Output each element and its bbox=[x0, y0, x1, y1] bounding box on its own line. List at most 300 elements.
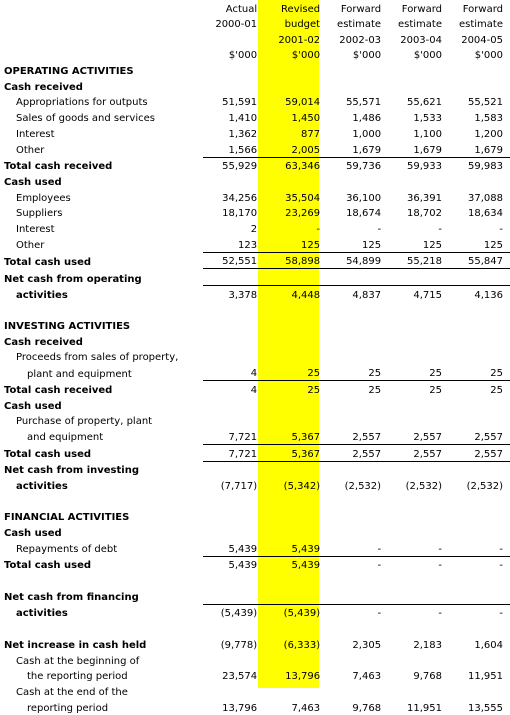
cell-revised bbox=[264, 397, 327, 413]
cell-fe1: 2,557 bbox=[327, 444, 388, 461]
cell-fe3 bbox=[449, 78, 510, 94]
cell-actual bbox=[203, 683, 264, 699]
cell-fe1 bbox=[327, 333, 388, 349]
cell-fe1 bbox=[327, 413, 388, 429]
row-label: plant and equipment bbox=[27, 368, 132, 380]
table-row bbox=[0, 333, 510, 349]
row-label: Employees bbox=[16, 192, 71, 204]
cell-revised: 5,439 bbox=[264, 556, 327, 572]
header-fe1: Forward bbox=[340, 3, 382, 15]
cell-fe2: (2,532) bbox=[405, 480, 443, 492]
cell-fe3: 1,679 bbox=[474, 144, 503, 156]
cell-fe1 bbox=[327, 317, 388, 333]
cell-fe2: 25 bbox=[388, 381, 449, 397]
cell-revised: 63,346 bbox=[264, 157, 327, 173]
cell-revised bbox=[264, 269, 327, 286]
row-label: Net cash from financing bbox=[4, 592, 139, 604]
column-headers bbox=[0, 0, 510, 62]
cell-fe1: 18,674 bbox=[346, 208, 382, 220]
cell-fe3 bbox=[449, 620, 510, 636]
cell-fe2: 4,715 bbox=[388, 286, 449, 302]
cell-fe1 bbox=[327, 173, 388, 189]
cell-fe2: 2,557 bbox=[413, 431, 443, 443]
cell-fe1: - bbox=[377, 223, 382, 235]
table-row bbox=[0, 109, 510, 125]
row-label: Net increase in cash held bbox=[4, 639, 147, 651]
cell-fe3: 13,555 bbox=[468, 702, 503, 714]
cell-fe2: - bbox=[438, 543, 443, 555]
cell-fe2: 25 bbox=[429, 368, 443, 380]
cell-fe1: 54,899 bbox=[327, 252, 388, 269]
header-row bbox=[0, 47, 510, 63]
cell-fe1: 1,486 bbox=[352, 113, 382, 125]
header-actual: $'000 bbox=[228, 50, 258, 62]
cell-fe3: 25 bbox=[490, 368, 503, 380]
row-label: FINANCIAL ACTIVITIES bbox=[4, 512, 130, 524]
cell-revised: 59,014 bbox=[285, 97, 321, 109]
header-actual bbox=[203, 31, 264, 47]
row-label: reporting period bbox=[27, 702, 109, 714]
cell-fe2: 1,100 bbox=[413, 128, 443, 140]
header-fe2: $'000 bbox=[413, 50, 443, 62]
cell-fe1 bbox=[327, 461, 388, 477]
cell-fe3: - bbox=[499, 223, 503, 235]
table-row bbox=[0, 477, 510, 493]
header-row bbox=[0, 0, 510, 16]
row-label: and equipment bbox=[27, 432, 104, 444]
cell-fe3: (2,532) bbox=[466, 480, 503, 492]
cell-actual bbox=[203, 333, 264, 349]
header-fe1: 2002-03 bbox=[339, 34, 382, 46]
cell-actual: (7,717) bbox=[220, 480, 258, 492]
cell-fe2 bbox=[388, 413, 449, 429]
cell-fe3 bbox=[449, 173, 510, 189]
cell-revised: 7,463 bbox=[291, 702, 321, 714]
cell-fe2: - bbox=[438, 223, 443, 235]
row-label bbox=[0, 572, 203, 588]
cell-fe3 bbox=[449, 572, 510, 588]
cell-fe3: 37,088 bbox=[468, 192, 503, 204]
cell-actual bbox=[203, 524, 264, 540]
cell-fe1: 25 bbox=[368, 368, 382, 380]
table-row bbox=[0, 636, 510, 652]
table-row bbox=[0, 572, 510, 588]
cell-revised bbox=[264, 572, 327, 588]
table-row bbox=[0, 317, 510, 333]
cell-fe3: - bbox=[499, 543, 503, 555]
cell-actual: 4 bbox=[250, 368, 258, 380]
cell-fe2 bbox=[388, 620, 449, 636]
cell-fe3 bbox=[449, 302, 510, 318]
cell-fe3: 55,521 bbox=[468, 97, 503, 109]
table-row bbox=[0, 652, 510, 668]
cell-revised: 25 bbox=[264, 381, 327, 397]
header-fe2: 2003-04 bbox=[400, 34, 443, 46]
cell-fe3: - bbox=[449, 556, 510, 572]
table-row bbox=[0, 189, 510, 205]
cell-actual bbox=[203, 397, 264, 413]
row-label: Net cash from investing bbox=[4, 465, 139, 477]
row-label: the reporting period bbox=[27, 671, 128, 683]
cell-fe2: 2,557 bbox=[388, 444, 449, 461]
cell-revised bbox=[264, 461, 327, 477]
cell-fe1: 36,100 bbox=[346, 192, 382, 204]
cell-actual: 1,410 bbox=[228, 113, 258, 125]
cell-actual bbox=[203, 302, 264, 318]
cell-actual bbox=[203, 461, 264, 477]
cell-fe3 bbox=[449, 333, 510, 349]
table-row bbox=[0, 620, 510, 636]
cell-revised bbox=[264, 493, 327, 509]
row-label: activities bbox=[16, 608, 68, 620]
cell-actual: 1,566 bbox=[228, 144, 258, 156]
cell-revised: 4,448 bbox=[264, 286, 327, 302]
cell-actual bbox=[203, 620, 264, 636]
cell-fe1: 7,463 bbox=[352, 671, 382, 683]
header-fe3: $'000 bbox=[474, 50, 503, 62]
cell-fe2: 1,533 bbox=[413, 113, 443, 125]
cell-revised bbox=[264, 317, 327, 333]
cell-fe1: 2,557 bbox=[352, 431, 382, 443]
row-label: Total cash received bbox=[4, 161, 113, 173]
header-revised: 2001-02 bbox=[278, 34, 321, 46]
cell-fe3 bbox=[449, 461, 510, 477]
row-label: activities bbox=[16, 289, 68, 301]
cell-fe2 bbox=[388, 302, 449, 318]
cell-fe1: 55,571 bbox=[346, 97, 382, 109]
table-row bbox=[0, 604, 510, 620]
cell-revised bbox=[264, 302, 327, 318]
cell-revised: 58,898 bbox=[264, 252, 327, 269]
cell-fe1: 1,679 bbox=[352, 144, 382, 156]
row-label: Total cash received bbox=[4, 384, 113, 396]
cell-actual: 23,574 bbox=[222, 671, 258, 683]
row-label: OPERATING ACTIVITIES bbox=[4, 66, 134, 78]
cell-actual bbox=[203, 62, 264, 78]
cell-fe2 bbox=[388, 509, 449, 525]
cell-revised: 5,367 bbox=[291, 431, 321, 443]
row-label: Total cash used bbox=[4, 256, 92, 268]
cell-fe3: 55,847 bbox=[449, 252, 510, 269]
cell-fe3 bbox=[449, 62, 510, 78]
cell-fe2: 2,183 bbox=[413, 639, 443, 651]
table-row bbox=[0, 428, 510, 444]
table-row bbox=[0, 699, 510, 715]
table-row bbox=[0, 683, 510, 699]
row-label: Appropriations for outputs bbox=[16, 97, 148, 109]
row-label bbox=[0, 302, 203, 318]
cell-fe1 bbox=[327, 652, 388, 668]
cell-fe3: 25 bbox=[449, 381, 510, 397]
cell-fe2: 36,391 bbox=[407, 192, 443, 204]
cell-fe2: - bbox=[388, 604, 449, 620]
cell-fe3: 125 bbox=[483, 239, 503, 251]
cell-actual: 34,256 bbox=[222, 192, 258, 204]
cell-fe2 bbox=[388, 683, 449, 699]
cell-revised bbox=[264, 620, 327, 636]
cell-revised bbox=[264, 509, 327, 525]
table-row bbox=[0, 286, 510, 302]
cell-revised: 5,439 bbox=[291, 543, 321, 555]
cell-actual: 2 bbox=[250, 223, 258, 235]
cell-fe1: 2,305 bbox=[352, 639, 382, 651]
cell-fe3 bbox=[449, 652, 510, 668]
table-row bbox=[0, 556, 510, 572]
row-label: Purchase of property, plant bbox=[16, 416, 153, 428]
cell-revised bbox=[264, 524, 327, 540]
cell-revised: 5,367 bbox=[264, 444, 327, 461]
cell-fe2 bbox=[388, 397, 449, 413]
table-row bbox=[0, 668, 510, 684]
table-row bbox=[0, 588, 510, 604]
cell-revised: 1,450 bbox=[291, 113, 321, 125]
cell-fe2: 55,218 bbox=[388, 252, 449, 269]
row-label bbox=[0, 493, 203, 509]
row-label: Suppliers bbox=[16, 208, 63, 220]
table-row bbox=[0, 125, 510, 141]
row-label: Cash at the end of the bbox=[16, 686, 128, 698]
row-label: Cash received bbox=[4, 336, 83, 348]
cell-fe3: 4,136 bbox=[449, 286, 510, 302]
header-fe2: estimate bbox=[398, 19, 443, 31]
cell-fe2: - bbox=[388, 556, 449, 572]
cell-fe1: 1,000 bbox=[352, 128, 382, 140]
cell-fe3: 11,951 bbox=[468, 671, 503, 683]
cell-actual: 52,551 bbox=[203, 252, 264, 269]
table-row bbox=[0, 94, 510, 110]
header-fe3: 2004-05 bbox=[461, 34, 503, 46]
header-fe3: Forward bbox=[462, 3, 503, 15]
cell-revised: (5,342) bbox=[283, 480, 321, 492]
cell-revised bbox=[264, 349, 327, 365]
row-label: activities bbox=[16, 480, 68, 492]
row-label: Net cash from operating bbox=[4, 273, 142, 285]
cell-fe3 bbox=[449, 349, 510, 365]
table-row bbox=[0, 252, 510, 269]
cell-fe1: 4,837 bbox=[327, 286, 388, 302]
table-row bbox=[0, 524, 510, 540]
cell-fe1 bbox=[327, 620, 388, 636]
cell-actual: (5,439) bbox=[203, 604, 264, 620]
cell-actual: 4 bbox=[203, 381, 264, 397]
cell-revised bbox=[264, 652, 327, 668]
row-label: Cash used bbox=[4, 400, 62, 412]
cell-fe3: 2,557 bbox=[449, 444, 510, 461]
cell-fe2 bbox=[388, 461, 449, 477]
cell-revised: 23,269 bbox=[285, 208, 321, 220]
cell-fe1: 25 bbox=[327, 381, 388, 397]
cell-fe1 bbox=[327, 302, 388, 318]
cell-fe1 bbox=[327, 493, 388, 509]
cell-fe2: 125 bbox=[422, 239, 443, 251]
cell-fe3 bbox=[449, 509, 510, 525]
cell-actual: 51,591 bbox=[222, 97, 258, 109]
cell-actual bbox=[203, 317, 264, 333]
cell-fe3: 1,604 bbox=[474, 639, 503, 651]
cell-actual bbox=[203, 413, 264, 429]
cell-fe1 bbox=[327, 62, 388, 78]
cell-fe2 bbox=[388, 349, 449, 365]
row-label: Total cash used bbox=[4, 560, 92, 572]
cell-fe1: 125 bbox=[361, 239, 382, 251]
cell-actual bbox=[203, 269, 264, 286]
cell-actual bbox=[203, 588, 264, 604]
table-body bbox=[0, 62, 510, 714]
table-row bbox=[0, 141, 510, 157]
table-row bbox=[0, 364, 510, 380]
cell-fe2: 1,679 bbox=[413, 144, 443, 156]
header-actual: Actual bbox=[225, 3, 258, 15]
cell-actual: 13,796 bbox=[222, 702, 258, 714]
header-fe2: Forward bbox=[401, 3, 443, 15]
header-revised: budget bbox=[284, 19, 321, 31]
cell-fe3 bbox=[449, 269, 510, 286]
cell-fe3: - bbox=[449, 604, 510, 620]
cell-actual bbox=[203, 349, 264, 365]
cell-fe1 bbox=[327, 524, 388, 540]
cell-fe2: 55,621 bbox=[407, 97, 443, 109]
cell-fe1 bbox=[327, 572, 388, 588]
cell-revised bbox=[264, 62, 327, 78]
cell-fe2 bbox=[388, 572, 449, 588]
table-row bbox=[0, 349, 510, 365]
table-row bbox=[0, 461, 510, 477]
cell-revised bbox=[264, 683, 327, 699]
table-row bbox=[0, 540, 510, 556]
cell-fe3 bbox=[449, 397, 510, 413]
row-label: Repayments of debt bbox=[16, 544, 118, 556]
cell-fe1 bbox=[327, 397, 388, 413]
cell-fe1: (2,532) bbox=[344, 480, 382, 492]
cell-fe2 bbox=[388, 78, 449, 94]
cell-fe2 bbox=[388, 524, 449, 540]
cell-actual: 7,721 bbox=[203, 444, 264, 461]
cell-fe3 bbox=[449, 413, 510, 429]
table-row bbox=[0, 220, 510, 236]
cell-fe2 bbox=[388, 333, 449, 349]
cell-fe2 bbox=[388, 588, 449, 604]
cell-fe2 bbox=[388, 62, 449, 78]
cell-actual bbox=[203, 78, 264, 94]
cell-fe2: 18,702 bbox=[407, 208, 443, 220]
table-row bbox=[0, 269, 510, 286]
row-label: Interest bbox=[16, 223, 55, 235]
cell-revised bbox=[264, 588, 327, 604]
cell-actual: 55,929 bbox=[203, 157, 264, 173]
row-label: Other bbox=[16, 240, 45, 252]
cell-revised: - bbox=[316, 223, 321, 235]
cell-fe1 bbox=[327, 269, 388, 286]
cell-fe3: 1,583 bbox=[474, 113, 503, 125]
cell-fe2 bbox=[388, 652, 449, 668]
row-label bbox=[0, 620, 203, 636]
cell-fe3: 1,200 bbox=[474, 128, 503, 140]
cell-fe1 bbox=[327, 349, 388, 365]
cell-fe3 bbox=[449, 683, 510, 699]
cell-fe3: 18,634 bbox=[468, 208, 503, 220]
table-row bbox=[0, 493, 510, 509]
cell-fe2 bbox=[388, 173, 449, 189]
header-fe1: estimate bbox=[337, 19, 382, 31]
header-row bbox=[0, 16, 510, 32]
table-row bbox=[0, 173, 510, 189]
cell-fe1 bbox=[327, 78, 388, 94]
table-row bbox=[0, 397, 510, 413]
cell-fe1: - bbox=[327, 604, 388, 620]
table-row bbox=[0, 381, 510, 397]
row-label: Cash used bbox=[4, 528, 62, 539]
cell-fe3 bbox=[449, 493, 510, 509]
table-row bbox=[0, 302, 510, 318]
cell-actual bbox=[203, 652, 264, 668]
cell-fe2 bbox=[388, 269, 449, 286]
table-row bbox=[0, 236, 510, 252]
cell-fe2: 11,951 bbox=[407, 702, 443, 714]
row-label: Total cash used bbox=[4, 449, 92, 461]
cell-revised: 125 bbox=[301, 239, 321, 251]
row-label: Proceeds from sales of property, bbox=[16, 352, 179, 364]
cell-fe2 bbox=[388, 493, 449, 509]
cell-revised: 25 bbox=[307, 368, 321, 380]
cell-fe3: 2,557 bbox=[474, 431, 503, 443]
header-revised: $'000 bbox=[291, 50, 321, 62]
cell-fe2 bbox=[388, 317, 449, 333]
cell-actual: 3,378 bbox=[203, 286, 264, 302]
cell-revised bbox=[264, 413, 327, 429]
cell-fe2: 9,768 bbox=[413, 671, 443, 683]
row-label: Cash received bbox=[4, 81, 83, 93]
cell-actual bbox=[203, 509, 264, 525]
cell-revised: 2,005 bbox=[291, 144, 321, 156]
cell-revised bbox=[264, 333, 327, 349]
cell-fe2: 59,933 bbox=[388, 157, 449, 173]
cell-actual: 123 bbox=[238, 239, 258, 251]
cell-fe3 bbox=[449, 317, 510, 333]
cell-revised: (5,439) bbox=[264, 604, 327, 620]
cell-fe1: 9,768 bbox=[352, 702, 382, 714]
cell-fe1 bbox=[327, 683, 388, 699]
row-label: Cash used bbox=[4, 176, 62, 188]
cell-actual: 1,362 bbox=[228, 128, 258, 140]
cell-actual: 5,439 bbox=[228, 543, 258, 555]
cell-fe3 bbox=[449, 588, 510, 604]
row-label: Sales of goods and services bbox=[16, 113, 155, 125]
cell-revised bbox=[264, 173, 327, 189]
header-row bbox=[0, 31, 510, 47]
cell-fe1: - bbox=[377, 543, 382, 555]
table-row bbox=[0, 157, 510, 173]
cell-actual: 5,439 bbox=[203, 556, 264, 572]
header-fe3: estimate bbox=[458, 19, 503, 31]
cell-fe1 bbox=[327, 509, 388, 525]
table-row bbox=[0, 509, 510, 525]
cell-actual bbox=[203, 173, 264, 189]
cell-revised: 877 bbox=[301, 128, 321, 140]
table-row bbox=[0, 62, 510, 78]
cell-revised: 35,504 bbox=[285, 192, 321, 204]
cell-fe3 bbox=[449, 524, 510, 540]
row-label: Other bbox=[16, 145, 45, 156]
cell-revised bbox=[264, 78, 327, 94]
table-row bbox=[0, 205, 510, 221]
header-fe1: $'000 bbox=[352, 50, 382, 62]
table-row bbox=[0, 78, 510, 94]
cell-actual bbox=[203, 572, 264, 588]
header-actual: 2000-01 bbox=[215, 19, 258, 31]
cell-actual: 7,721 bbox=[228, 431, 258, 443]
cell-fe1: - bbox=[327, 556, 388, 572]
cell-actual: 18,170 bbox=[222, 208, 258, 220]
